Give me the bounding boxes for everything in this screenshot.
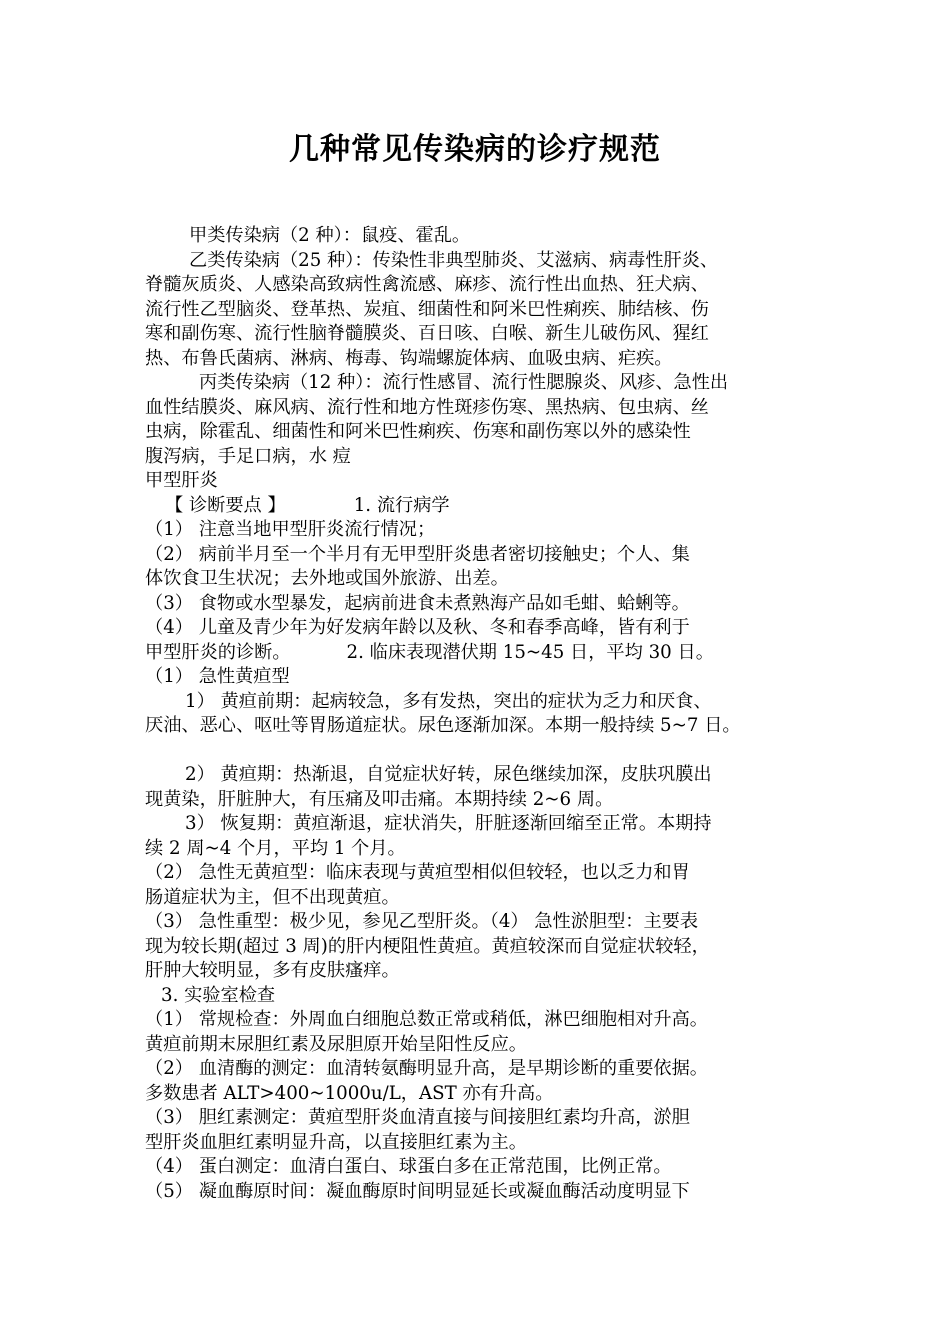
- list-item: （1） 注意当地甲型肝炎流行情况；: [145, 519, 436, 540]
- list-item: （3） 胆红素测定：黄疸型肝炎血清直接与间接胆红素均升高，淤胆: [145, 1107, 690, 1128]
- subsection-heading: 2. 临床表现潜伏期 15~45 日，平均 30 日。: [346, 641, 714, 663]
- paragraph-line: 甲类传染病（2 种）：鼠疫、霍乱。: [189, 225, 471, 246]
- paragraph-line: 丙类传染病（12 种）：流行性感冒、流行性腮腺炎、风疹、急性出: [199, 372, 729, 393]
- document-body: [145, 224, 815, 1204]
- paragraph-line: 肝肿大较明显，多有皮肤瘙痒。: [145, 960, 400, 981]
- list-item: 3） 恢复期：黄疸渐退，症状消失，肝脏逐渐回缩至正常。本期持: [185, 813, 712, 834]
- paragraph-line: 寒和副伤寒、流行性脑脊髓膜炎、百日咳、白喉、新生儿破伤风、猩红: [145, 323, 709, 344]
- list-item: （2） 血清酶的测定：血清转氨酶明显升高，是早期诊断的重要依据。: [145, 1058, 708, 1079]
- paragraph-line: 续 2 周~4 个月，平均 1 个月。: [145, 837, 406, 859]
- list-item: 2） 黄疸期：热渐退，自觉症状好转，尿色继续加深，皮肤巩膜出: [185, 764, 712, 785]
- paragraph-line: 热、布鲁氏菌病、淋病、梅毒、钩端螺旋体病、血吸虫病、疟疾。: [145, 347, 673, 369]
- list-item: （4） 儿童及青少年为好发病年龄以及秋、冬和春季高峰，皆有利于: [145, 617, 690, 638]
- paragraph-line: 腹泻病，手足口病，水 痘: [145, 445, 351, 467]
- paragraph-line: 乙类传染病（25 种）：传染性非典型肺炎、艾滋病、病毒性肝炎、: [189, 249, 719, 271]
- paragraph-line: 多数患者 ALT>400~1000u/L，AST 亦有升高。: [145, 1082, 554, 1104]
- paragraph-line: 血性结膜炎、麻风病、流行性和地方性斑疹伤寒、黑热病、包虫病、丝: [145, 396, 709, 418]
- list-item: （1） 常规检查：外周血白细胞总数正常或稍低，淋巴细胞相对升高。: [145, 1009, 708, 1030]
- page-title: 几种常见传染病的诊疗规范: [289, 132, 661, 167]
- blank-line: [145, 739, 815, 764]
- paragraph-line: 型肝炎血胆红素明显升高，以直接胆红素为主。: [145, 1131, 527, 1153]
- list-item: （2） 急性无黄疸型：临床表现与黄疸型相似但较轻，也以乏力和胃: [145, 862, 690, 883]
- paragraph-line: 黄疸前期末尿胆红素及尿胆原开始呈阳性反应。: [145, 1033, 527, 1055]
- subsection-heading: 1. 流行病学: [353, 494, 450, 516]
- list-item: （3） 急性重型：极少见，参见乙型肝炎。（4） 急性淤胆型：主要表: [145, 911, 699, 932]
- section-heading: 甲型肝炎: [145, 470, 218, 491]
- paragraph-line: 脊髓灰质炎、人感染高致病性禽流感、麻疹、流行性出血热、狂犬病、: [145, 274, 709, 295]
- diagnosis-points-heading: 【 诊断要点 】: [165, 494, 286, 516]
- list-item: （1） 急性黄疸型: [145, 666, 290, 687]
- list-item: （3） 食物或水型暴发，起病前进食未煮熟海产品如毛蚶、蛤蜊等。: [145, 592, 690, 614]
- list-item: （5） 凝血酶原时间：凝血酶原时间明显延长或凝血酶活动度明显下: [145, 1180, 690, 1202]
- paragraph-line: 现黄染，肝脏肿大，有压痛及叩击痛。本期持续 2~6 周。: [145, 788, 614, 810]
- paragraph-line: 流行性乙型脑炎、登革热、炭疽、细菌性和阿米巴性痢疾、肺结核、伤: [145, 298, 709, 320]
- list-item: （4） 蛋白测定：血清白蛋白、球蛋白多在正常范围，比例正常。: [145, 1156, 672, 1177]
- paragraph-line: [145, 494, 815, 519]
- paragraph-line: 体饮食卫生状况；去外地或国外旅游、出差。: [145, 568, 509, 589]
- paragraph-line: [145, 641, 815, 666]
- paragraph-line: 现为较长期(超过 3 周)的肝内梗阻性黄疸。黄疸较深而自觉症状较轻，: [145, 935, 710, 957]
- list-item: 1） 黄疸前期：起病较急，多有发热，突出的症状为乏力和厌食、: [185, 690, 712, 712]
- subsection-heading: 3. 实验室检查: [161, 984, 276, 1006]
- paragraph-line: 肠道症状为主，但不出现黄疸。: [145, 886, 400, 908]
- list-item: （2） 病前半月至一个半月有无甲型肝炎患者密切接触史；个人、集: [145, 543, 690, 565]
- paragraph-text: 甲型肝炎的诊断。: [145, 641, 291, 663]
- paragraph-line: 虫病，除霍乱、细菌性和阿米巴性痢疾、伤寒和副伤寒以外的感染性: [145, 421, 691, 442]
- paragraph-line: 厌油、恶心、呕吐等胃肠道症状。尿色逐渐加深。本期一般持续 5~7 日。: [145, 715, 741, 736]
